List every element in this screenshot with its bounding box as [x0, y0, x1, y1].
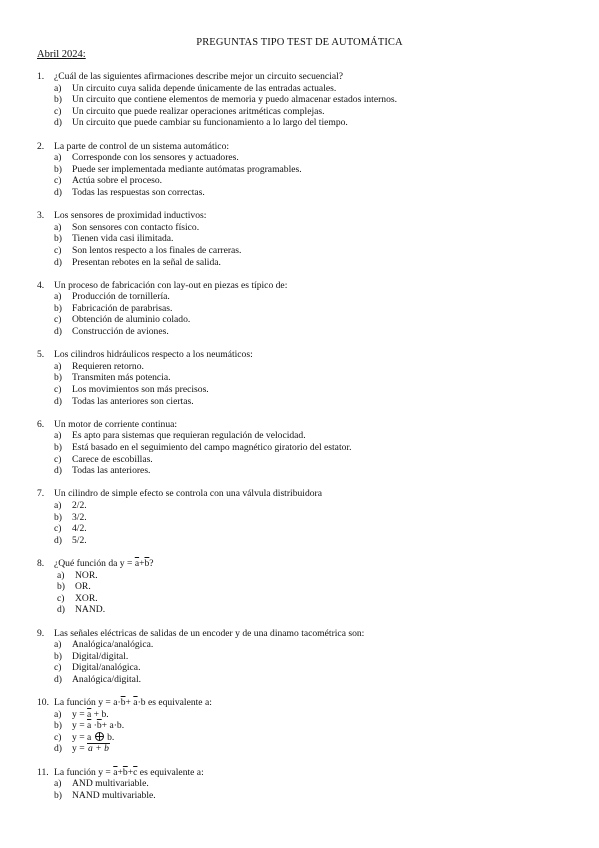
negated-variable: $\overline{a}$ — [134, 557, 140, 569]
negated-variable: $\overline{b}$ — [96, 720, 102, 732]
option-letter: c) — [54, 314, 62, 326]
formula-part: y = — [72, 720, 88, 732]
option-letter: a) — [54, 360, 62, 372]
question-6 — [37, 419, 577, 477]
option-letter: c) — [54, 175, 62, 187]
question-text-part: La función y = a· — [54, 697, 121, 709]
option-letter: c) — [57, 592, 65, 604]
option-b — [37, 303, 577, 315]
option-letter: b) — [54, 302, 62, 314]
option-text: Todas las respuestas son correctas. — [72, 186, 205, 198]
option-text: 5/2. — [72, 534, 87, 546]
option-letter: b) — [54, 233, 62, 245]
option-text: Analógica/digital. — [72, 673, 142, 685]
option-text: Un circuito que puede cambiar su funcionamiento a lo largo del tiempo. — [72, 117, 348, 129]
option-text: Tienen vida casi ilimitada. — [72, 233, 174, 245]
option-c — [37, 175, 577, 187]
option-text: Carece de escobillas. — [72, 453, 153, 465]
option-letter: c) — [54, 731, 62, 743]
option-letter: d) — [54, 186, 62, 198]
question-text: Un proceso de fabricación con lay-out en piezas es típico de: — [54, 279, 288, 291]
option-a — [37, 570, 577, 582]
option-letter: a) — [54, 152, 62, 164]
question-number: 8. — [37, 557, 45, 569]
question-7 — [37, 488, 577, 546]
question-text — [54, 767, 204, 779]
date-heading: Abril 2024: — [37, 49, 86, 60]
question-10 — [37, 697, 577, 755]
option-text: 3/2. — [72, 511, 87, 523]
formula-part: y = — [72, 708, 88, 720]
question-4 — [37, 280, 577, 338]
question-text — [54, 558, 154, 570]
option-c — [37, 593, 577, 605]
negated-variable: $\overline{b}$ — [144, 557, 150, 569]
option-letter: b) — [54, 650, 62, 662]
option-a — [37, 361, 577, 373]
option-text: Está basado en el seguimiento del campo magnético giratorio del estator. — [72, 442, 352, 453]
negated-variable: $\overline{a}$ — [87, 708, 92, 720]
option-letter: c) — [54, 523, 62, 535]
option-text: Son sensores con contacto físico. — [72, 221, 200, 233]
question-number: 2. — [37, 140, 45, 152]
negated-variable: $\overline{a}$ — [133, 697, 138, 709]
option-c — [37, 245, 577, 257]
option-b — [37, 442, 577, 454]
option-text: Presentan rebotes en la señal de salida. — [72, 256, 221, 268]
option-c — [37, 106, 577, 118]
option-text: Digital/analógica. — [72, 662, 141, 674]
option-text: Actúa sobre el proceso. — [72, 175, 163, 187]
question-text-part: es equivalente a: — [137, 766, 204, 778]
formula-part: + b. — [91, 708, 109, 720]
option-d — [37, 465, 577, 477]
option-text: Un circuito cuya salida depende únicamente de las entradas actuales. — [72, 82, 337, 94]
question-text-part: ? — [149, 557, 154, 569]
question-number: 1. — [37, 71, 45, 82]
question-number: 6. — [37, 418, 45, 430]
question-text: ¿Cuál de las siguientes afirmaciones describe mejor un circuito secuencial? — [54, 71, 344, 82]
operator: + — [125, 697, 134, 709]
question-text — [54, 697, 212, 709]
option-text: XOR. — [75, 592, 98, 604]
option-d — [37, 674, 577, 686]
option-text: Requieren retorno. — [72, 360, 144, 372]
option-letter: b) — [57, 581, 65, 593]
option-letter: d) — [54, 673, 62, 685]
question-text: Un motor de corriente continua: — [54, 418, 178, 430]
question-11 — [37, 767, 577, 802]
question-text: Las señales eléctricas de salidas de un encoder y de una dinamo tacométrica son: — [54, 627, 365, 639]
question-3 — [37, 210, 577, 268]
option-letter: a) — [54, 221, 62, 233]
question-number: 9. — [37, 627, 45, 639]
question-number: 7. — [37, 488, 45, 500]
question-2 — [37, 141, 577, 199]
option-letter: b) — [54, 789, 62, 801]
operator: + — [139, 557, 145, 569]
option-letter: d) — [54, 256, 62, 268]
option-letter: d) — [54, 395, 62, 407]
question-text-part: ¿Qué función da y = — [54, 557, 135, 569]
negated-variable: $\overline{b}$ — [122, 766, 128, 778]
option-d — [37, 396, 577, 408]
option-text: Todas las anteriores. — [72, 465, 151, 477]
formula-part: · — [91, 720, 97, 732]
option-text: 2/2. — [72, 499, 87, 511]
option-text: Producción de tornillería. — [72, 291, 170, 303]
option-letter: c) — [54, 105, 62, 117]
option-d — [37, 743, 577, 755]
option-d — [37, 326, 577, 338]
option-a — [37, 222, 577, 234]
option-c — [37, 384, 577, 396]
option-letter: d) — [54, 534, 62, 546]
option-d — [37, 604, 577, 616]
option-text: Construcción de aviones. — [72, 326, 169, 338]
option-letter: b) — [54, 720, 62, 732]
option-text: OR. — [75, 581, 91, 593]
question-1 — [37, 71, 577, 129]
option-text: Fabricación de parabrisas. — [72, 302, 173, 314]
xor-operator-icon — [95, 732, 104, 741]
question-9 — [37, 628, 577, 686]
question-8 — [37, 558, 577, 616]
option-c — [37, 523, 577, 535]
option-text: NAND multivariable. — [72, 789, 156, 801]
option-text: Los movimientos son más precisos. — [72, 384, 209, 396]
option-letter: a) — [54, 778, 62, 790]
option-text: Digital/digital. — [72, 650, 129, 662]
option-text: AND multivariable. — [72, 778, 149, 790]
option-b — [37, 512, 577, 524]
option-text: 4/2. — [72, 523, 87, 535]
option-text: Todas las anteriores son ciertas. — [72, 395, 194, 407]
option-letter: a) — [54, 708, 62, 720]
question-number: 10. — [37, 697, 49, 709]
option-text: Son lentos respecto a los finales de carreras. — [72, 244, 242, 256]
option-a — [37, 709, 577, 721]
option-c — [37, 732, 577, 744]
question-text-part: La función y = — [54, 766, 114, 778]
page-title: PREGUNTAS TIPO TEST DE AUTOMÁTICA — [196, 37, 403, 48]
option-c — [37, 454, 577, 466]
option-letter: a) — [57, 569, 65, 581]
option-text: NAND. — [75, 604, 106, 616]
option-letter: c) — [54, 662, 62, 674]
option-letter: d) — [54, 743, 62, 755]
option-b — [37, 372, 577, 384]
option-text: Corresponde con los sensores y actuadores. — [72, 152, 239, 164]
option-text: Un circuito que contiene elementos de memoria y puedo almacenar estados internos. — [72, 94, 398, 106]
option-letter: d) — [57, 604, 65, 616]
option-letter: a) — [54, 499, 62, 511]
option-text — [72, 732, 114, 744]
option-b — [37, 164, 577, 176]
formula-part: y = — [72, 743, 88, 755]
negated-variable: $\overline{a}$ — [87, 720, 92, 732]
question-number: 4. — [37, 279, 45, 291]
option-text: Obtención de aluminio colado. — [72, 314, 191, 326]
question-number: 3. — [37, 210, 45, 222]
option-d — [37, 257, 577, 269]
option-text: Un circuito que puede realizar operaciones aritméticas complejas. — [72, 105, 325, 117]
operator: + — [127, 766, 134, 778]
formula-part: + a·b. — [101, 720, 125, 732]
question-text-part: ·b es equivalente a: — [137, 697, 212, 709]
question-text: Los cilindros hidráulicos respecto a los neumáticos: — [54, 349, 253, 361]
option-b — [37, 720, 577, 732]
option-letter: c) — [54, 244, 62, 256]
option-b — [37, 94, 577, 106]
option-a — [37, 500, 577, 512]
option-letter: b) — [54, 94, 62, 106]
option-a — [37, 83, 577, 95]
option-letter: a) — [54, 639, 62, 651]
option-letter: c) — [54, 384, 62, 396]
question-list — [37, 71, 577, 813]
option-a — [37, 152, 577, 164]
option-b — [37, 581, 577, 593]
formula-part: b. — [104, 731, 115, 743]
option-text: Es apto para sistemas que requieran regulación de velocidad. — [72, 430, 306, 442]
option-letter: b) — [54, 511, 62, 523]
option-letter: a) — [54, 430, 62, 442]
negated-variable: $\overline{b}$ — [120, 697, 126, 709]
option-a — [37, 639, 577, 651]
negated-variable: $\overline{a}$ — [113, 766, 118, 778]
option-b — [37, 233, 577, 245]
negated-expression: a + b — [88, 743, 109, 755]
option-text: Puede ser implementada mediante autómatas programables. — [72, 163, 302, 175]
option-c — [37, 314, 577, 326]
option-letter: b) — [54, 372, 62, 384]
question-text: La parte de control de un sistema automático: — [54, 140, 230, 152]
option-letter: a) — [54, 291, 62, 303]
option-a — [37, 778, 577, 790]
option-letter: b) — [54, 442, 62, 453]
option-d — [37, 187, 577, 199]
question-text: Un cilindro de simple efecto se controla con una válvula distribuidora — [54, 488, 323, 500]
option-text: NOR. — [75, 569, 98, 581]
option-text — [72, 709, 109, 721]
option-text: Transmiten más potencia. — [72, 372, 171, 384]
option-letter: c) — [54, 453, 62, 465]
negated-variable: $\overline{c}$ — [133, 766, 138, 778]
formula-part: y = a — [72, 731, 94, 743]
option-b — [37, 790, 577, 802]
option-d — [37, 117, 577, 129]
option-letter: a) — [54, 82, 62, 94]
question-text: Los sensores de proximidad inductivos: — [54, 210, 207, 222]
option-letter: d) — [54, 465, 62, 477]
question-number: 5. — [37, 349, 45, 361]
operator: + — [117, 766, 123, 778]
option-letter: b) — [54, 163, 62, 175]
option-a — [37, 291, 577, 303]
option-text — [72, 743, 110, 755]
option-letter: d) — [54, 326, 62, 338]
option-b — [37, 651, 577, 663]
option-a — [37, 430, 577, 442]
option-c — [37, 662, 577, 674]
option-d — [37, 535, 577, 547]
question-number: 11. — [37, 766, 49, 778]
option-letter: d) — [54, 117, 62, 129]
option-text: Analógica/analógica. — [72, 639, 154, 651]
question-5 — [37, 349, 577, 407]
option-text — [72, 720, 124, 732]
